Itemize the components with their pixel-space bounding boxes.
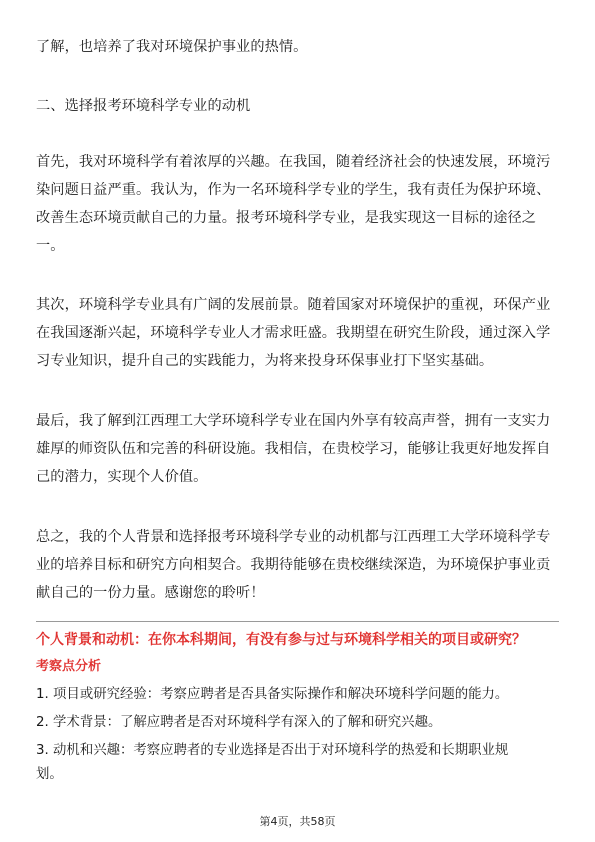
page-number: 第4页，共58页 [259, 815, 336, 828]
analysis-point-3: 3. 动机和兴趣：考察应聘者的专业选择是否出于对环境科学的热爱和长期职业规 划。 [36, 743, 509, 782]
section-heading-motivation: 二、选择报考环境科学专业的动机 [36, 98, 251, 114]
analysis-heading: 考察点分析 [36, 659, 102, 674]
question-title: 个人背景和动机：在你本科期间，有没有参与过与环境科学相关的项目或研究？ [36, 632, 526, 648]
paragraph-second-reason: 其次，环境科学专业具有广阔的发展前景。随着国家对环境保护的重视，环保产业 在我国逐渐兴起，环境科学专业人才需求旺盛。我期望在研究生阶段，通过深入学 习专业知识，提升自己的实践能力，为将来投身环保事业打下坚实基础。 [36, 297, 551, 369]
section-divider [36, 621, 559, 622]
paragraph-third-reason: 最后，我了解到江西理工大学环境科学专业在国内外享有较高声誉，拥有一支实力 雄厚的师资队伍和完善的科研设施。我相信，在贵校学习，能够让我更好地发挥自 己的潜力，实现个人价值。 [36, 413, 551, 485]
analysis-point-1: 1. 项目或研究经验：考察应聘者是否具备实际操作和解决环境科学问题的能力。 [36, 687, 509, 702]
paragraph-first-reason: 首先，我对环境科学有着浓厚的兴趣。在我国，随着经济社会的快速发展，环境污 染问题日益严重。我认为，作为一名环境科学专业的学生，我有责任为保护环境、 改善生态环境贡献自己的力量。报考环境科学专业，是我实现这一目标的途径之 一。 [36, 154, 551, 254]
analysis-point-2: 2. 学术背景：了解应聘者是否对环境科学有深入的了解和研究兴趣。 [36, 715, 442, 730]
paragraph-conclusion: 总之，我的个人背景和选择报考环境科学专业的动机都与江西理工大学环境科学专 业的培养目标和研究方向相契合。我期待能够在贵校继续深造，为环境保护事业贡 献自己的一份力量。感谢您的聆听！ [36, 529, 551, 601]
paragraph-intro-end: 了解，也培养了我对环境保护事业的热情。 [36, 39, 308, 55]
